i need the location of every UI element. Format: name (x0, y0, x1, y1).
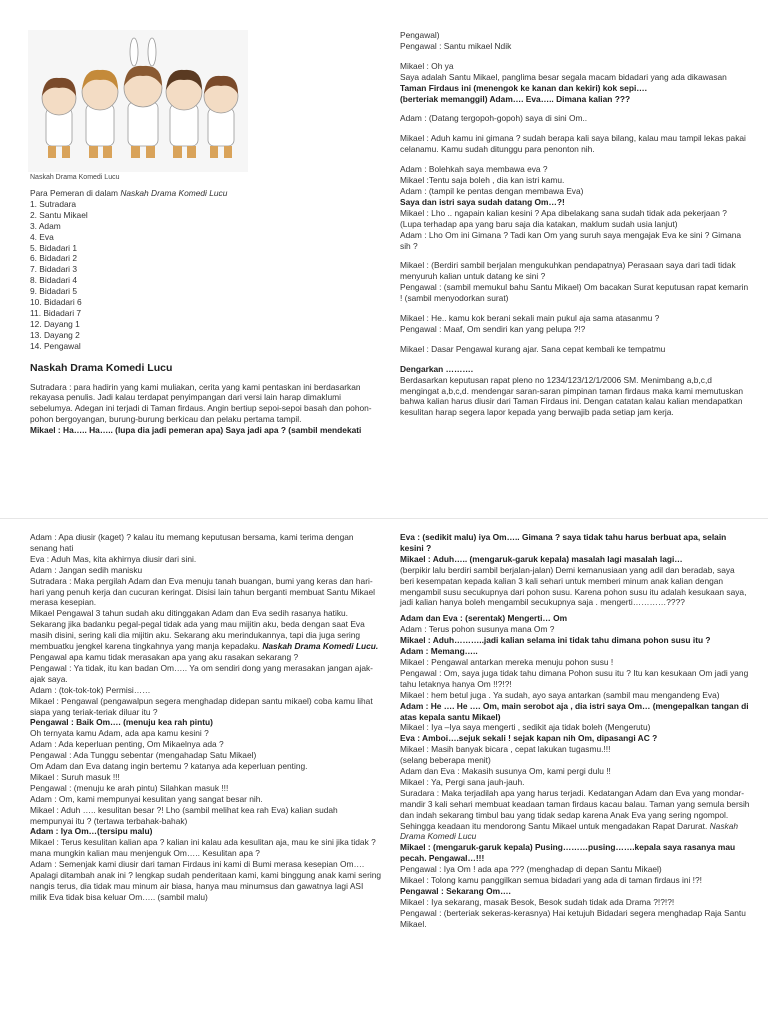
dialog-line: Mikael : Suruh masuk !!! (30, 771, 120, 782)
dialog-line: Pengawal : (berteriak sekeras-kerasnya) Hai ketujuh Bidadari segera menghadap Raja Santu Mikael. (400, 907, 746, 929)
dialog-line: Adam : Semenjak kami diusir dari taman Firdaus ini kami di Bumi merasa kesepian Om…. Apalagi ditambah anak ini ? lengkap sudah penderitaan kami, kami binggung anak kami sering nangis terus, dia tidak mau minum air biasa, hanya mau minumsus dan gawatnya lagi ASI milik Eva tidak bisa keluar Om….. (sambil malu) (30, 859, 382, 902)
dialog-line: Mikael : Aduh….. (mengaruk-garuk kepala) masalah lagi masalah lagi… (400, 553, 683, 564)
dialog-line: (selang beberapa menit) (400, 755, 491, 766)
dialog-line: Adam : Terus pohon susunya mana Om ? (400, 624, 555, 635)
cartoon-characters-image (28, 30, 248, 172)
cast-item: 14. Pengawal (30, 340, 81, 351)
figure-caption: Naskah Drama Komedi Lucu (30, 174, 120, 181)
dialog-line: Mikael : Masih banyak bicara , cepat lakukan tugasmu.!!! (400, 744, 611, 755)
dialog-line: Mikael : Lho .. ngapain kalian kesini ? Apa dibelakang sana sudah tidak ada pekerjaan ? (Lupa terhadap apa yang baru saja dia katakan, maklum sudah usia lanjut) (400, 207, 727, 229)
cast-item: 7. Bidadari 3 (30, 264, 78, 275)
dialog-line: Adam : Jangan sedih manisku (30, 564, 143, 575)
dialog-line: Mikael : (Berdiri sambil berjalan mengukuhkan pendapatnya) Perasaan saya dari tadi tidak menyuruh kalian untuk datang ke sini ? (400, 260, 736, 282)
dialog-line: Mikael : Aduh ….. kesulitan besar ?! Lho (sambil melihat kea rah Eva) kalian sudah mempunyai itu ? (tertawa terbahak-bahak) (30, 804, 338, 826)
cast-column (30, 188, 382, 436)
dialog-line: Adam : He …. He …. Om, main serobot aja , dia istri saya Om… (mengepalkan tangan di atas kepala santu Mikael) (400, 700, 749, 722)
cast-item: 6. Bidadari 2 (30, 253, 78, 264)
dialog-line: Mikael : He.. kamu kok berani sekali main pukul aja sama atasanmu ? (400, 313, 660, 324)
dialog-line: Mikael : Iya sekarang, masak Besok, Besok sudah tidak ada Drama ?!?!?! (400, 896, 675, 907)
dialog-line: Pengawal : Ya tidak, itu kan badan Om….. Ya om sendiri dong yang merasakan jangan ajak-ajak saya. (30, 662, 373, 684)
cartoon-illustration (28, 30, 248, 172)
dialog-line: Mikael : Oh ya (400, 60, 454, 71)
cast-item: 3. Adam (30, 220, 61, 231)
dialog-line: Adam : Iya Om…(tersipu malu) (30, 826, 153, 837)
dialog-line: Mikael : Terus kesulitan kalian apa ? kalian ini kalau ada kesulitan aja, mau ke sini jika tidak ? mana mungkin kalian mau menjenguk Om….. Kesulitan apa ? (30, 837, 376, 859)
dialog-line: Pengawal apa kamu tidak merasakan apa yang aku rasakan sekarang ? (30, 651, 299, 662)
cast-item: 2. Santu Mikael (30, 209, 88, 220)
dialog-line: Sutradara : Maka pergilah Adam dan Eva menuju tanah buangan, bumi yang keras dan hari-hari yang penuh kerja dan cucuran keringat. Disisi lain tahun berganti membuat Santu Mikael merasa kesepian. (30, 575, 375, 608)
dialog-line: Mikael : Ya, Pergi sana jauh-jauh. (400, 776, 525, 787)
dialog-line: Pengawal) (400, 30, 440, 40)
mikael-line: Mikael : Ha….. Ha….. (lupa dia jadi pemeran apa) Saya jadi apa ? (sambil mendekati (30, 425, 362, 436)
cast-item: 1. Sutradara (30, 198, 77, 209)
dialog-line: Mikael : Pengawal (pengawalpun segera menghadap didepan santu mikael) coba kamu lihat siapa yang teriak-teriak diluar itu ? (30, 695, 373, 717)
dialog-line: Saya dan istri saya sudah datang Om…?! (400, 196, 565, 207)
dialog-line: Pengawal : (menuju ke arah pintu) Silahkan masuk !!! (30, 782, 229, 793)
script-heading: Naskah Drama Komedi Lucu (30, 361, 173, 374)
dialog-line: Mikael Pengawal 3 tahun sudah aku ditinggakan Adam dan Eva sedih rasanya hatiku. Sekarang jika badanku pegal-pegal tidak ada yang mau mijitin aku, beda dengan saat Eva masih disini, sering kali dia mijitin aku. Sekarang aku merindukannya, tapi dia juga sering membuatku jengkel karena tingkahnya yang manja kepadaku. Naskah Drama Komedi Lucu. (30, 608, 379, 652)
dialog-line: Eva : Amboi….sejuk sekali ! sejak kapan nih Om, dipasangi AC ? (400, 733, 658, 744)
dialog-line: Adam : Om, kami mempunyai kesulitan yang sangat besar nih. (30, 793, 263, 804)
dialog-line: Adam : (Datang tergopoh-gopoh) saya di sini Om.. (400, 113, 588, 124)
dialog-line: Adam dan Eva : (serentak) Mengerti… Om (400, 613, 568, 624)
cast-item: 11. Bidadari 7 (30, 307, 82, 318)
cast-item: 4. Eva (30, 231, 54, 242)
dialog-line: Mikael : (mengaruk-garuk kepala) Pusing………pusing…….kepala saya rasanya mau pecah. Pengawal…!!! (400, 842, 736, 864)
dialog-line: Adam : Lho Om ini Gimana ? Tadi kan Om yang suruh saya mengajak Eva ke sini ? Gimana sih ? (400, 229, 742, 251)
cast-list (30, 199, 382, 352)
dialog-line: (berpikir lalu berdiri sambil berjalan-jalan) Demi kemanusiaan yang adil dan beradab, saya beri kesempatan kepada kalian 3 kali sehari untuk memberi minum anak kalian dengan mengambil susu secukupnya dari pohon susu. Karena pohon susu itu adalah kesukaan saya, jadi kalian hanya boleh mengambil secukupnya saja . mengerti…………???? (400, 564, 747, 608)
dialog-line: Pengawal : (sambil memukul bahu Santu Mikael) Om bacakan Surat keputusan rapat kemarin ! (sambil menyodorkan surat) (400, 282, 749, 304)
cast-item: 12. Dayang 1 (30, 318, 80, 329)
cast-item: 5. Bidadari 1 (30, 242, 78, 253)
dialog-line: (berteriak memanggil) Adam…. Eva….. Dimana kalian ??? (400, 93, 631, 104)
dialog-line: Berdasarkan keputusan rapat pleno no 1234/123/12/1/2006 SM. Menimbang a,b,c,d mengingat a,b,c,d. mendengar saran-saran pimpinan taman firdaus maka kami memutuskan bahwa kalian harus diusir dari Taman Firdaus ini. Dengan catatan kalau kalian mendapatkan kesulitan harap segera lapor kepada yang berwajib pada setiap jam kerja. (400, 374, 744, 418)
dialog-line: Adam : Apa diusir (kaget) ? kalau itu memang keputusan bersama, kami terima dengan senang hati (30, 532, 354, 553)
cast-intro: Para Pemeran di dalam Naskah Drama Komedi Lucu (30, 188, 228, 198)
dialog-line: Dengarkan ………. (400, 363, 474, 374)
dialog-line: Adam : (tok-tok-tok) Permisi…… (30, 684, 151, 695)
cast-item: 9. Bidadari 5 (30, 286, 78, 297)
page-divider (0, 518, 768, 519)
dialogue-column-top-right (400, 30, 750, 418)
dialog-line: Eva : Aduh Mas, kita akhirnya diusir dari sini. (30, 553, 197, 564)
dialogue-column-bottom-left (30, 532, 382, 903)
dialog-line: Pengawal : Om, saya juga tidak tahu dimana Pohon susu itu ? Itu kan kesukaan Om jadi yang tahu letaknya hanya Om !!?!?! (400, 667, 749, 689)
dialog-line: Pengawal : Ada Tunggu sebentar (mengahadap Satu Mikael) (30, 750, 257, 761)
dialog-line: Mikael : Tolong kamu panggilkan semua bidadari yang ada di taman firdaus ini !?! (400, 875, 702, 886)
dialog-line: Oh ternyata kamu Adam, ada apa kamu kesini ? (30, 728, 209, 739)
dialog-line: Adam dan Eva : Makasih susunya Om, kami pergi dulu !! (400, 766, 611, 777)
dialog-line: Adam : Memang….. (400, 646, 478, 657)
dialogue-column-bottom-right (400, 532, 750, 930)
dialog-line: Mikael : hem betul juga . Ya sudah, ayo saya antarkan (sambil mau mengandeng Eva) (400, 689, 720, 700)
dialog-line: Om Adam dan Eva datang ingin bertemu ? katanya ada keperluan penting. (30, 761, 308, 772)
cast-item: 8. Bidadari 4 (30, 275, 78, 286)
dialog-line: Mikael : Iya –Iya saya mengerti , sedikit aja tidak boleh (Mengerutu) (400, 722, 651, 733)
dialog-line: Adam : Ada keperluan penting, Om Mikaelnya ada ? (30, 739, 224, 750)
cast-item: 13. Dayang 2 (30, 329, 80, 340)
dialog-line: Mikael : Pengawal antarkan mereka menuju pohon susu ! (400, 656, 614, 667)
dialog-line: Eva : (sedikit malu) iya Om….. Gimana ? saya tidak tahu harus berbuat apa, selain kesini ? (400, 532, 727, 553)
cast-item: 10. Bidadari 6 (30, 297, 82, 308)
dialog-line: Taman Firdaus ini (menengok ke kanan dan kekiri) kok sepi…. (400, 82, 647, 93)
dialog-line: Adam : Bolehkah saya membawa eva ? (400, 164, 548, 175)
dialog-line: Mikael : Aduh………..jadi kalian selama ini tidak tahu dimana pohon susu itu ? (400, 635, 711, 646)
dialog-line: Pengawal : Sekarang Om…. (400, 886, 511, 896)
dialog-line: Saya adalah Santu Mikael, panglima besar segala macam bidadari yang ada dikawasan (400, 71, 727, 82)
dialog-line: Mikael : Aduh kamu ini gimana ? sudah berapa kali saya bilang, kalau mau tampil lekas pakai celanamu. Kamu sudah ditunggu para penonton nih. (400, 133, 746, 155)
dialog-line: Adam : (tampil ke pentas dengan membawa Eva) (400, 185, 584, 196)
dialog-line: Suradara : Maka terjadilah apa yang harus terjadi. Kedatangan Adam dan Eva yang mondar- mandir 3 kali sehari membuat keadaan taman firdaus kacau balau. Taman yang semula bersih dan indah sekarang timbul bau yang tidak sedap karena Anak Eva yang sering ngompol. Sehingga keadaan itu mendorong Santu Mikael untuk mengadakan Rapat Darurat. Naskah Drama Komedi Lucu (400, 787, 750, 842)
sutradara-intro: Sutradara : para hadirin yang kami muliakan, cerita yang kami pentaskan ini berdasarkan rekayasa penulis. Jadi kalau terdapat penyimpangan dari versi lain harap dimaklumi sebelumya. Adegan ini terjadi di Taman firdaus. Angin bertiup sepoi-sepoi basah dan pohon-pohon bergoyangan, burung-burung berkicau dan pelaku pertama tampil. (30, 381, 372, 425)
dialog-line: Pengawal : Maaf, Om sendiri kan yang pelupa ?!? (400, 323, 586, 334)
dialog-line: Mikael :Tentu saja boleh , dia kan istri kamu. (400, 175, 565, 186)
dialog-line: Pengawal : Santu mikael Ndik (400, 40, 512, 51)
dialog-line: Pengawal : Iya Om ! ada apa ??? (menghadap di depan Santu Mikael) (400, 864, 662, 875)
dialog-line: Pengawal : Baik Om…. (menuju kea rah pintu) (30, 717, 213, 728)
dialog-line: Mikael : Dasar Pengawal kurang ajar. Sana cepat kembali ke tempatmu (400, 343, 666, 354)
